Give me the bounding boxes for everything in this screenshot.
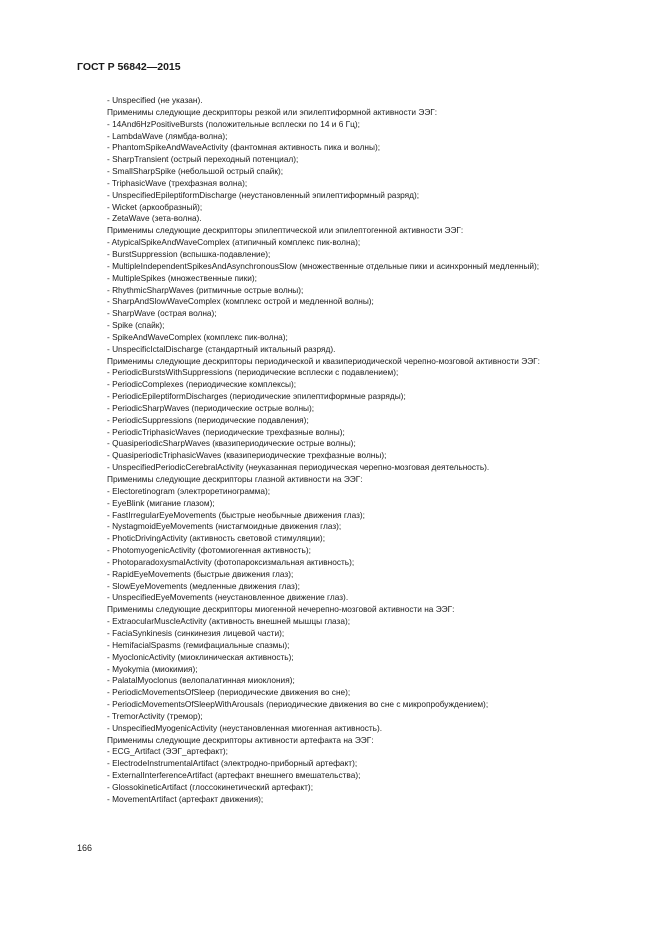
descriptor-item: - Electoretinogram (электроретинограмма); [107, 485, 271, 496]
descriptor-item: - PeriodicComplexes (периодические комплексы); [107, 379, 297, 390]
page-header: ГОСТ Р 56842—2015 [77, 61, 181, 73]
section-intro: Применимы следующие дескрипторы активности артефакта на ЭЭГ: [107, 734, 374, 745]
descriptor-item: - PhotomyogenicActivity (фотомиогенная активность); [107, 545, 311, 556]
descriptor-item: - Spike (спайк); [107, 320, 165, 331]
document-body [77, 95, 585, 806]
descriptor-item: - PeriodicTriphasicWaves (периодические трехфазные волны); [107, 426, 345, 437]
descriptor-item: - PeriodicEpileptiformDischarges (периодические эпилептиформные разряды); [107, 391, 406, 402]
descriptor-item: - QuasiperiodicSharpWaves (квазипериодические острые волны); [107, 438, 356, 449]
descriptor-item: - ECG_Artifact (ЭЭГ_артефакт); [107, 746, 228, 757]
descriptor-item: - PalatalMyoclonus (велопалатинная миоклония); [107, 675, 295, 686]
descriptor-item: - PhotoparadoxysmalActivity (фотопароксизмальная активность); [107, 556, 355, 567]
descriptor-item: - QuasiperiodicTriphasicWaves (квазипериодические трехфазные волны); [107, 450, 387, 461]
descriptor-item: - HemifacialSpasms (гемифациальные спазмы); [107, 639, 290, 650]
descriptor-item: - GlossokineticArtifact (глоссокинетический артефакт); [107, 781, 313, 792]
section-intro: Применимы следующие дескрипторы резкой или эпилептиформной активности ЭЭГ: [107, 106, 438, 117]
descriptor-item: - ExternalInterferenceArtifact (артефакт внешнего вмешательства); [107, 770, 361, 781]
descriptor-item: - PhantomSpikeAndWaveActivity (фантомная активность пика и волны); [107, 142, 381, 153]
descriptor-item: - UnspecifiedEyeMovements (неустановленное движение глаз). [107, 592, 349, 603]
descriptor-item: - UnspecificIctalDischarge (стандартный иктальный разряд). [107, 343, 336, 354]
section-intro: Применимы следующие дескрипторы миогенной нечерепно-мозговой активности на ЭЭГ: [107, 604, 455, 615]
descriptor-item: - SharpTransient (острый переходный потенциал); [107, 154, 299, 165]
descriptor-item: - EyeBlink (мигание глазом); [107, 497, 215, 508]
descriptor-item: - ElectrodeInstrumentalArtifact (электродно-приборный артефакт); [107, 758, 358, 769]
descriptor-item: - TriphasicWave (трехфазная волна); [107, 177, 248, 188]
descriptor-item: - FaciaSynkinesis (синкинезия лицевой части); [107, 627, 285, 638]
descriptor-item: - SmallSharpSpike (небольшой острый спайк); [107, 166, 284, 177]
descriptor-item: - SharpAndSlowWaveComplex (комплекс острой и медленной волны); [107, 296, 374, 307]
descriptor-item: - PeriodicSuppressions (периодические подавления); [107, 414, 309, 425]
descriptor-item: - RapidEyeMovements (быстрые движения глаз); [107, 568, 294, 579]
descriptor-item: - SharpWave (острая волна); [107, 308, 217, 319]
descriptor-item: - BurstSuppression (вспышка-подавление); [107, 248, 271, 259]
descriptor-item: - ExtraocularMuscleActivity (активность внешней мышцы глаза); [107, 616, 351, 627]
wrapped-paragraph: - MultipleIndependentSpikesAndAsynchronousSlow (множественные отдельные пики и асинхронный медленный); [107, 260, 540, 271]
descriptor-item: - RhythmicSharpWaves (ритмичные острые волны); [107, 284, 304, 295]
descriptor-item: - PhoticDrivingActivity (активность световой стимуляции); [107, 533, 326, 544]
descriptor-item: - UnspecifiedPeriodicCerebralActivity (неуказанная периодическая черепно-мозговая деятельность). [107, 462, 490, 473]
descriptor-item: - ZetaWave (зета-волна). [107, 213, 202, 224]
section-intro: Применимы следующие дескрипторы эпилептической или эпилептогенной активности ЭЭГ: [107, 225, 464, 236]
descriptor-item: - SpikeAndWaveComplex (комплекс пик-волна); [107, 331, 288, 342]
descriptor-item: - Wicket (аркообразный); [107, 201, 203, 212]
descriptor-item: - AtypicalSpikeAndWaveComplex (атипичный комплекс пик-волна); [107, 237, 361, 248]
section-intro: Применимы следующие дескрипторы глазной активности на ЭЭГ: [107, 474, 363, 484]
page-number: 166 [77, 843, 93, 853]
descriptor-item: - Myokymia (миокимия); [107, 663, 198, 674]
wrapped-paragraph: Применимы следующие дескрипторы периодической и квазипериодической черепно-мозговой активности ЭЭГ: [107, 355, 540, 366]
descriptor-item: - TremorActivity (тремор); [107, 710, 203, 721]
descriptor-item: - PeriodicSharpWaves (периодические острые волны); [107, 402, 315, 413]
descriptor-item: - NystagmoidEyeMovements (нистагмоидные движения глаз); [107, 521, 342, 532]
descriptor-item: - 14And6HzPositiveBursts (положительные всплески по 14 и 6 Гц); [107, 118, 360, 129]
descriptor-item: - MovementArtifact (артефакт движения); [107, 793, 264, 804]
descriptor-item: - SlowEyeMovements (медленные движения глаз); [107, 580, 300, 591]
descriptor-item: - PeriodicMovementsOfSleep (периодические движения во сне); [107, 687, 351, 698]
descriptor-item: - FastIrregularEyeMovements (быстрые необычные движения глаз); [107, 509, 365, 520]
descriptor-item: - MultipleSpikes (множественные пики); [107, 272, 257, 283]
descriptor-item: - UnspecifiedMyogenicActivity (неустановленная миогенная активность). [107, 722, 383, 733]
descriptor-item: - PeriodicMovementsOfSleepWithArousals (периодические движения во сне с микропробуждением); [107, 699, 489, 710]
descriptor-item: - PeriodicBurstsWithSuppressions (периодические всплески с подавлением); [107, 367, 399, 378]
descriptor-item: - UnspecifiedEpileptiformDischarge (неустановленный эпилептиформный разряд); [107, 189, 420, 200]
descriptor-item: - LambdaWave (лямбда-волна); [107, 130, 228, 141]
descriptor-item: - Unspecified (не указан). [107, 95, 203, 105]
descriptor-item: - MyoclonicActivity (миоклиническая активность); [107, 651, 294, 662]
